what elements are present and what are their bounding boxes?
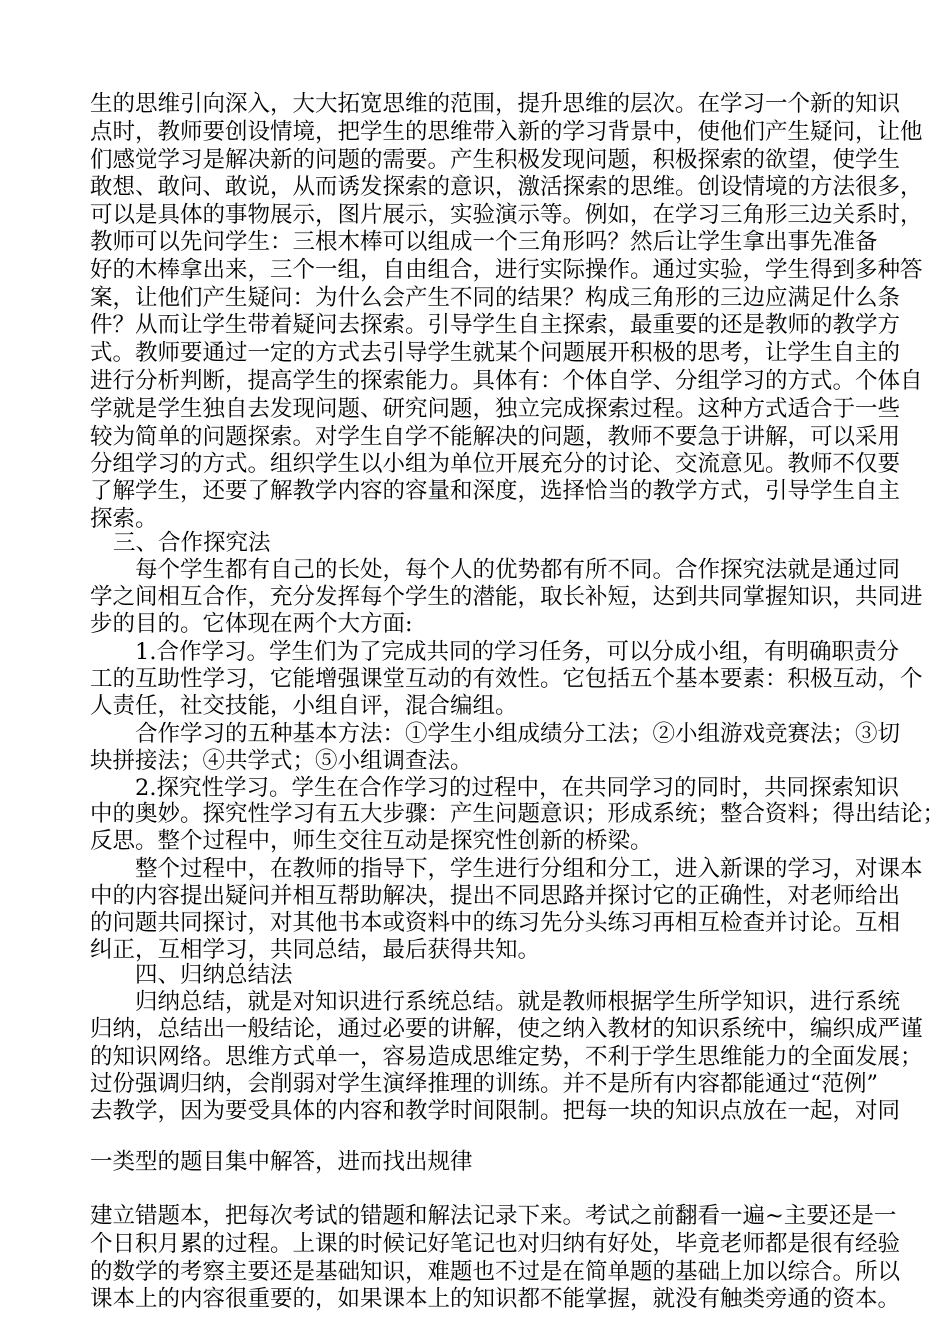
text-line: 学之间相互合作，充分发挥每个学生的潜能，取长补短，达到共同掌握知识，共同进: [90, 584, 923, 611]
text-line: 较为简单的问题探索。对学生自学不能解决的问题，教师不要急于讲解，可以采用: [90, 423, 901, 450]
text-line: 工的互助性学习，它能增强课堂互动的有效性。它包括五个基本要素：积极互动，个: [90, 665, 923, 692]
text-line: 中的内容提出疑问并相互帮助解决，提出不同思路并探讨它的正确性，对老师给出: [90, 883, 901, 910]
text-line: 合作学习的五种基本方法：①学生小组成绩分工法；②小组游戏竞赛法；③切: [135, 720, 901, 747]
text-line: 个日积月累的过程。上课的时候记好笔记也对归纳有好处，毕竟老师都是很有经验: [90, 1231, 901, 1258]
text-line: 进行分析判断，提高学生的探索能力。具体有：个体自学、分组学习的方式。个体自: [90, 367, 923, 394]
text-line: 案，让他们产生疑问：为什么会产生不同的结果？构成三角形的三边应满足什么条: [90, 285, 901, 312]
text-line: 式。教师要通过一定的方式去引导学生就某个问题展开积极的思考，让学生自主的: [90, 339, 901, 366]
text-line: 的问题共同探讨，对其他书本或资料中的练习先分头练习再相互检查并讨论。互相: [90, 910, 901, 937]
text-line: 课本上的内容很重要的，如果课本上的知识都不能掌握，就没有触类旁通的资本。: [90, 1286, 901, 1312]
text-line: 纠正，互相学习，共同总结，最后获得共知。: [90, 937, 541, 964]
text-line: 过份强调归纳，会削弱对学生演绎推理的训练。并不是所有内容都能通过“范例”: [90, 1070, 879, 1097]
text-line: 敢想、敢问、敢说，从而诱发探索的意识，激活探索的思维。创设情境的方法很多，: [90, 173, 923, 200]
text-line: 了解学生，还要了解教学内容的容量和深度，选择恰当的教学方式，引导学生自主: [90, 478, 901, 505]
section-heading-cooperative-inquiry: 三、合作探究法: [113, 530, 271, 557]
text-line: 建立错题本，把每次考试的错题和解法记录下来。考试之前翻看一遍~主要还是一: [90, 1203, 897, 1230]
text-line: 归纳，总结出一般结论，通过必要的讲解，使之纳入教材的知识系统中，编织成严谨: [90, 1015, 923, 1042]
text-line: 整个过程中，在教师的指导下，学生进行分组和分工，进入新课的学习，对课本: [135, 856, 923, 883]
text-line: 1.合作学习。学生们为了完成共同的学习任务，可以分成小组，有明确职责分: [135, 638, 899, 665]
text-line: 去教学，因为要受具体的内容和教学时间限制。把每一块的知识点放在一起，对同: [90, 1097, 901, 1124]
text-line: 探索。: [90, 506, 158, 533]
text-line: 2.探究性学习。学生在合作学习的过程中，在共同学习的同时，共同探索知识: [135, 774, 899, 801]
text-line: 学就是学生独自去发现问题、研究问题，独立完成探索过程。这种方式适合于一些: [90, 395, 901, 422]
text-line: 步的目的。它体现在两个大方面:: [90, 611, 413, 638]
text-line: 生的思维引向深入，大大拓宽思维的范围，提升思维的层次。在学习一个新的知识: [90, 91, 901, 117]
text-line: 可以是具体的事物展示，图片展示，实验演示等。例如，在学习三角形三边关系时，: [90, 201, 923, 228]
text-line: 人责任，社交技能，小组自评，混合编组。: [90, 692, 518, 719]
text-line: 块拼接法；④共学式；⑤小组调查法。: [90, 747, 473, 774]
text-line: 好的木棒拿出来，三个一组，自由组合，进行实际操作。通过实验，学生得到多种答: [90, 257, 923, 284]
section-heading-induction-summary: 四、归纳总结法: [135, 962, 293, 988]
text-line: 一类型的题目集中解答，进而找出规律: [90, 1149, 473, 1176]
text-line: 件？从而让学生带着疑问去探索。引导学生自主探索，最重要的还是教师的教学方: [90, 312, 901, 339]
text-line: 中的奥妙。探究性学习有五大步骤：产生问题意识；形成系统；整合资料；得出结论；: [90, 801, 946, 828]
text-line: 归纳总结，就是对知识进行系统总结。就是教师根据学生所学知识，进行系统: [135, 988, 901, 1015]
text-line: 反思。整个过程中，师生交往互动是探究性创新的桥梁。: [90, 828, 653, 855]
text-line: 点时，教师要创设情境，把学生的思维带入新的学习背景中，使他们产生疑问，让他: [90, 118, 923, 145]
text-line: 们感觉学习是解决新的问题的需要。产生积极发现问题，积极探索的欲望，使学生: [90, 146, 901, 173]
text-line: 教师可以先问学生：三根木棒可以组成一个三角形吗？然后让学生拿出事先准备: [90, 229, 878, 256]
text-line: 分组学习的方式。组织学生以小组为单位开展充分的讨论、交流意见。教师不仅要: [90, 450, 901, 477]
text-line: 的数学的考察主要还是基础知识，难题也不过是在简单题的基础上加以综合。所以: [90, 1259, 901, 1286]
text-line: 每个学生都有自己的长处，每个人的优势都有所不同。合作探究法就是通过同: [135, 557, 901, 584]
text-line: 的知识网络。思维方式单一，容易造成思维定势，不利于学生思维能力的全面发展；: [90, 1043, 923, 1070]
